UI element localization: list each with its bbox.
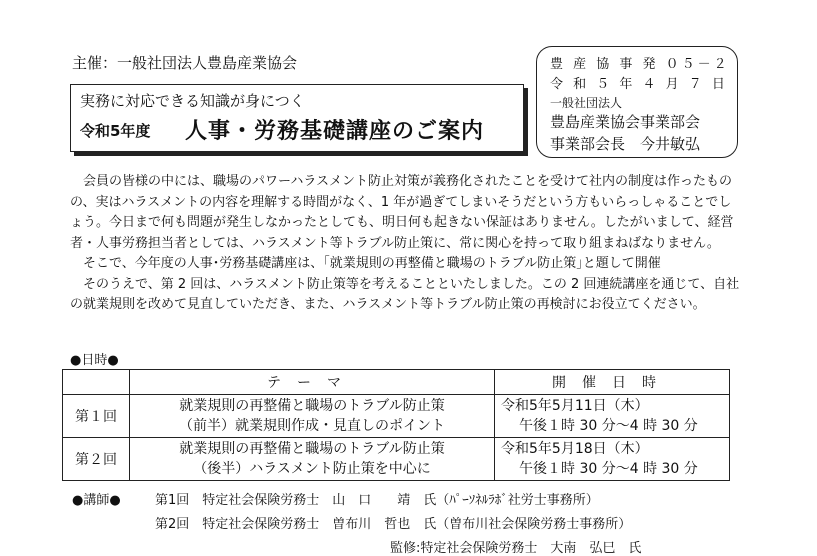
- supervisor-entry: 監修:特定社会保険労務士 大南 弘巳 氏: [390, 541, 642, 556]
- schedule-heading: ●日時●: [70, 353, 119, 368]
- title-year-label: 令和5年度: [80, 122, 151, 140]
- issuer-org-type: 一般社団法人: [550, 96, 623, 110]
- body-text: [70, 172, 740, 316]
- table-row: [63, 395, 730, 438]
- lecturer-entry: 第1回 特定社会保険労務士 山 口 靖 氏（ﾊﾟｰｿﾈﾙﾗﾎﾞ社労士事務所）: [155, 493, 599, 508]
- page-title: 人事・労務基礎講座のご案内: [185, 119, 485, 144]
- theme-line: 就業規則の再整備と職場のトラブル防止策: [179, 398, 445, 414]
- organizer-text: 主催：一般社団法人豊島産業協会: [72, 54, 298, 72]
- theme-cell: [130, 395, 495, 438]
- lecturer-entry: 第2回 特定社会保険労務士 曽布川 哲也 氏（曽布川社会保険労務士事務所）: [155, 517, 632, 532]
- theme-cell: [130, 438, 495, 481]
- title-subtitle: 実務に対応できる知識が身につく: [80, 92, 305, 110]
- issuer-box: [536, 46, 738, 158]
- table-header-row: [63, 370, 730, 395]
- document-number: 豊 産 協 事 発 ０５－２: [550, 57, 730, 72]
- date-line: 令和5年5月18日（木）: [501, 441, 649, 457]
- header-round-cell: [63, 370, 130, 395]
- body-paragraph: 会員の皆様の中には、職場のパワーハラスメント防止対策が義務化されたことを受けて社内の制度は作ったものの、実はハラスメントの内容を理解する時間がなく、1 年が過ぎてしまいそうだという方もいらっしゃることでしょう。今日まで何も問題が発生しなかったとしても、明日何も起きない保証はありません。したがいまして、経営者・人事労務担当者としては、ハラスメント等トラブル防止策に、常に関心を持って取り組まねばなりません。: [70, 174, 734, 251]
- time-line: 午後１時 30 分～4 時 30 分: [519, 418, 698, 434]
- lecturer-heading: ●講師●: [72, 493, 121, 508]
- round-cell: 第２回: [63, 438, 130, 481]
- theme-line: 就業規則の再整備と職場のトラブル防止策: [179, 441, 445, 457]
- datetime-cell: [495, 395, 730, 438]
- title-box: [70, 84, 524, 152]
- header-datetime-cell: 開催日時: [495, 370, 730, 395]
- issue-date: 令 和 ５ 年 ４ 月 ７ 日: [550, 77, 728, 92]
- body-paragraph: そこで、今年度の人事･労務基礎講座は、｢就業規則の再整備と職場のトラブル防止策｣と題して開催: [83, 256, 661, 271]
- date-line: 令和5年5月11日（木）: [501, 398, 649, 414]
- schedule-table: [62, 369, 730, 481]
- issuer-department: 豊島産業協会事業部会: [550, 113, 701, 131]
- round-cell: 第１回: [63, 395, 130, 438]
- body-paragraph: そのうえで、第 2 回は、ハラスメント防止策等を考えることといたしました。この 2 回連続講座を通じて、自社の就業規則を改めて見直していただき、また、ハラスメント等トラブル防止策の再検討にお役立てください。: [70, 276, 740, 312]
- time-line: 午後１時 30 分～4 時 30 分: [519, 461, 698, 477]
- datetime-cell: [495, 438, 730, 481]
- theme-line: （前半）就業規則作成・見直しのポイント: [179, 418, 445, 434]
- issuer-chief: 事業部会長 今井敏弘: [550, 135, 701, 153]
- header-theme-cell: テーマ: [130, 370, 495, 395]
- table-row: [63, 438, 730, 481]
- theme-line: （後半）ハラスメント防止策を中心に: [193, 461, 431, 477]
